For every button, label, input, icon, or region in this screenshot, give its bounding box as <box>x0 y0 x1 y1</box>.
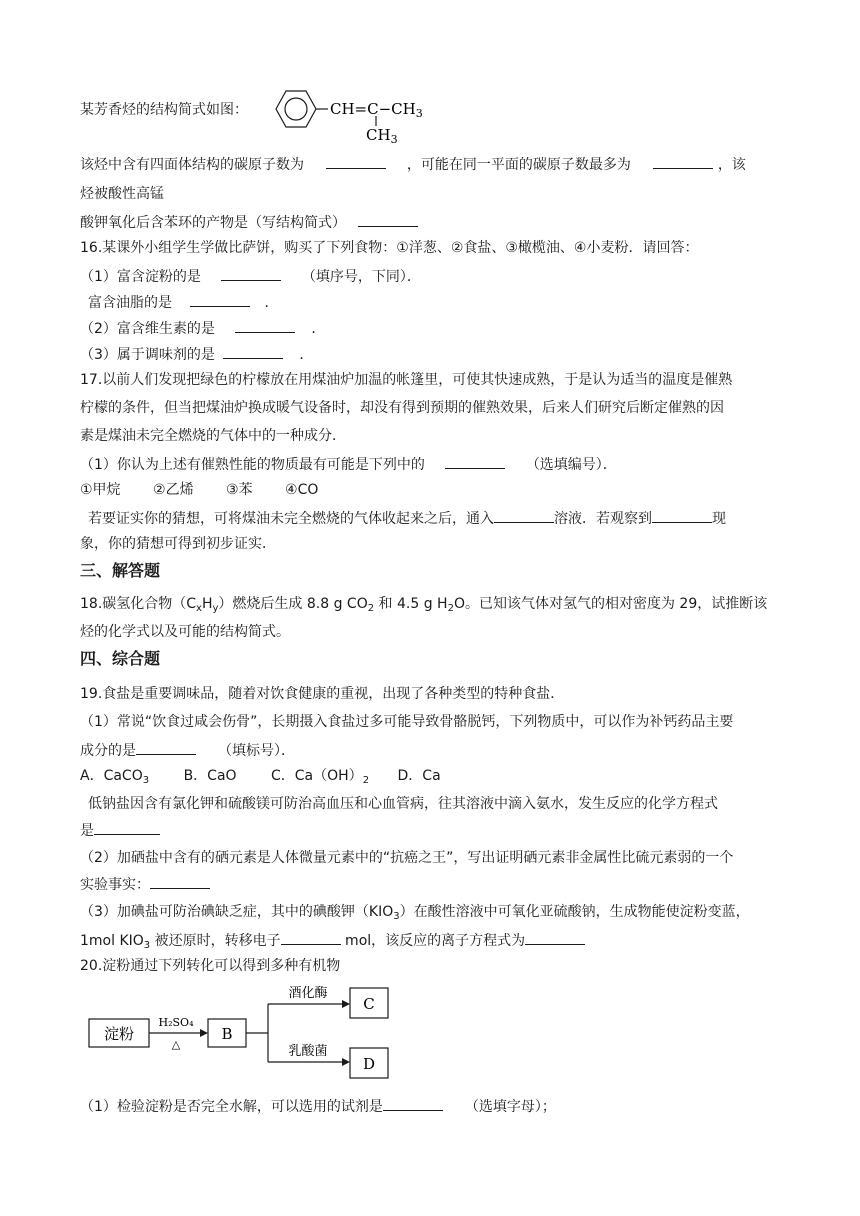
option-ethylene: ②乙烯 <box>153 482 194 498</box>
box-d-label: D <box>362 1055 376 1073</box>
q19-part2-line2: 实验事实： <box>80 874 210 895</box>
q17-stem-3: 素是煤油未完全燃烧的气体中的一种成分． <box>80 428 346 444</box>
blank-electrons[interactable] <box>281 930 341 945</box>
q16-part1-oil: 富含油脂的是 ． <box>88 292 278 313</box>
blank-tetrahedral-count[interactable] <box>326 154 386 169</box>
q16-part2: （2）富含维生素的是 ． <box>80 318 325 339</box>
q19-part2-line1: （2）加硒盐中含有的硒元素是人体微量元素中的“抗癌之王”，写出证明硒元素非金属性比硫元素弱的一个 <box>80 850 734 866</box>
q16-part3: （3）属于调味剂的是 ． <box>80 344 313 365</box>
q19-part3-line1: （3）加碘盐可防治碘缺乏症，其中的碘酸钾$(KIO_3)$在酸性溶液中可氧化亚硫酸钠，生成物能使淀粉变蓝， <box>80 904 750 922</box>
box-starch-label: 淀粉 <box>103 1025 135 1043</box>
q19-low-sodium-line2: 是 <box>80 820 160 841</box>
q17-stem-2: 柠檬的条件，但当把煤油炉换成暖气设备时，却没有得到预期的催熟效果，后来人们研究后断定催熟的因 <box>80 400 724 416</box>
q19-stem: 19.食盐是重要调味品，随着对饮食健康的重视，出现了各种类型的特种食盐． <box>80 686 565 702</box>
reagent-label: H₂SO₄ <box>158 1016 194 1029</box>
q17-options <box>80 480 318 500</box>
box-b-label: B <box>221 1025 233 1043</box>
blank-phenomenon[interactable] <box>652 508 712 523</box>
blank-calcium-supplement[interactable] <box>136 740 196 755</box>
q16-part1: （1）富含淀粉的是 （填序号，下同）． <box>80 266 421 287</box>
starch-conversion-diagram <box>88 984 398 1084</box>
q19-part1-line2: 成分的是 （填标号）． <box>80 740 295 761</box>
option-d: D．Ca <box>397 768 441 784</box>
q15-line1: 该烃中含有四面体结构的碳原子数为 ，可能在同一平面的碳原子数最多为 ，该 <box>80 154 746 175</box>
blank-vitamin[interactable] <box>235 318 295 333</box>
q17-part1: （1）你认为上述有催熟性能的物质最有可能是下列中的 （选填编号）． <box>80 454 617 475</box>
blank-ionic-equation[interactable] <box>525 930 585 945</box>
q15-intro <box>80 100 248 120</box>
enzyme-top-label: 酒化酶 <box>288 986 328 1001</box>
blank-oxidation-product[interactable] <box>358 212 418 227</box>
q15-intro-text: 某芳香烃的结构简式如图： <box>80 102 248 118</box>
q15-line3: 酸钾氧化后含苯环的产物是（写结构简式） <box>80 212 418 233</box>
blank-oil[interactable] <box>190 292 250 307</box>
option-b: B．CaO <box>183 768 237 784</box>
q17-verify-1: 若要证实你的猜想，可将煤油未完全燃烧的气体收起来之后，通入 溶液．若观察到 现 <box>88 508 726 529</box>
q18-line2: 烃的化学式以及可能的结构简式。 <box>80 624 290 640</box>
option-methane: ①甲烷 <box>80 482 121 498</box>
aromatic-structure-diagram <box>266 78 436 148</box>
blank-ripening-agent[interactable] <box>445 454 505 469</box>
section-title-comprehensive: 四、综合题 <box>80 649 161 668</box>
blank-coplanar-count[interactable] <box>653 154 713 169</box>
q15-line2: 烃被酸性高锰 <box>80 186 164 202</box>
q20-stem: 20.淀粉通过下列转化可以得到多种有机物 <box>80 958 341 974</box>
option-benzene: ③苯 <box>226 482 253 498</box>
box-c-label: C <box>363 995 375 1013</box>
option-a: A．CaCO$_3$ <box>80 768 150 786</box>
q19-part3-line2: 1mol $KIO_3$ 被还原时，转移电子 mol，该反应的离子方程式为 <box>80 930 585 951</box>
blank-equation[interactable] <box>94 820 160 835</box>
q16-stem: 16.某课外小组学生学做比萨饼，购买了下列食物：①洋葱、②食盐、③橄榄油、④小麦粉．请回答： <box>80 240 699 256</box>
q19-options <box>80 766 441 786</box>
section-title-answer: 三、解答题 <box>80 561 161 580</box>
option-co: ④CO <box>285 482 319 498</box>
q20-part1: （1）检验淀粉是否完全水解，可以选用的试剂是 （选填字母）； <box>80 1096 556 1117</box>
q19-part1-line1: （1）常说“饮食过咸会伤骨”，长期摄入食盐过多可能导致骨骼脱钙，下列物质中，可以作为补钙药品主要 <box>80 714 734 730</box>
blank-reagent[interactable] <box>383 1096 443 1111</box>
struct-main-text: $CH=C-CH_3$ <box>330 100 423 120</box>
q18-line1: 18.碳氢化合物$(C_xH_y)$燃烧后生成 8.8 g $CO_2$ 和 4.5 g $H_2O$。已知该气体对氢气的相对密度为 29，试推断该 <box>80 596 768 614</box>
blank-solution[interactable] <box>494 508 554 523</box>
blank-selenium-fact[interactable] <box>150 874 210 889</box>
q19-low-sodium-line1: 低钠盐因含有氯化钾和硫酸镁可防治高血压和心血管病，往其溶液中滴入氨水，发生反应的化学方程式 <box>88 796 718 812</box>
option-c: C．$Ca(OH)_2$ <box>271 768 370 786</box>
enzyme-bottom-label: 乳酸菌 <box>288 1044 328 1059</box>
blank-starch[interactable] <box>221 266 281 281</box>
q17-stem-1: 17.以前人们发现把绿色的柠檬放在用煤油炉加温的帐篷里，可使其快速成熟，于是认为适当的温度是催熟 <box>80 372 733 388</box>
q17-verify-2: 象，你的猜想可得到初步证实． <box>80 536 276 552</box>
blank-seasoning[interactable] <box>223 344 283 359</box>
heat-label: △ <box>171 1038 181 1051</box>
struct-methyl-text: $CH_3$ <box>366 126 398 146</box>
